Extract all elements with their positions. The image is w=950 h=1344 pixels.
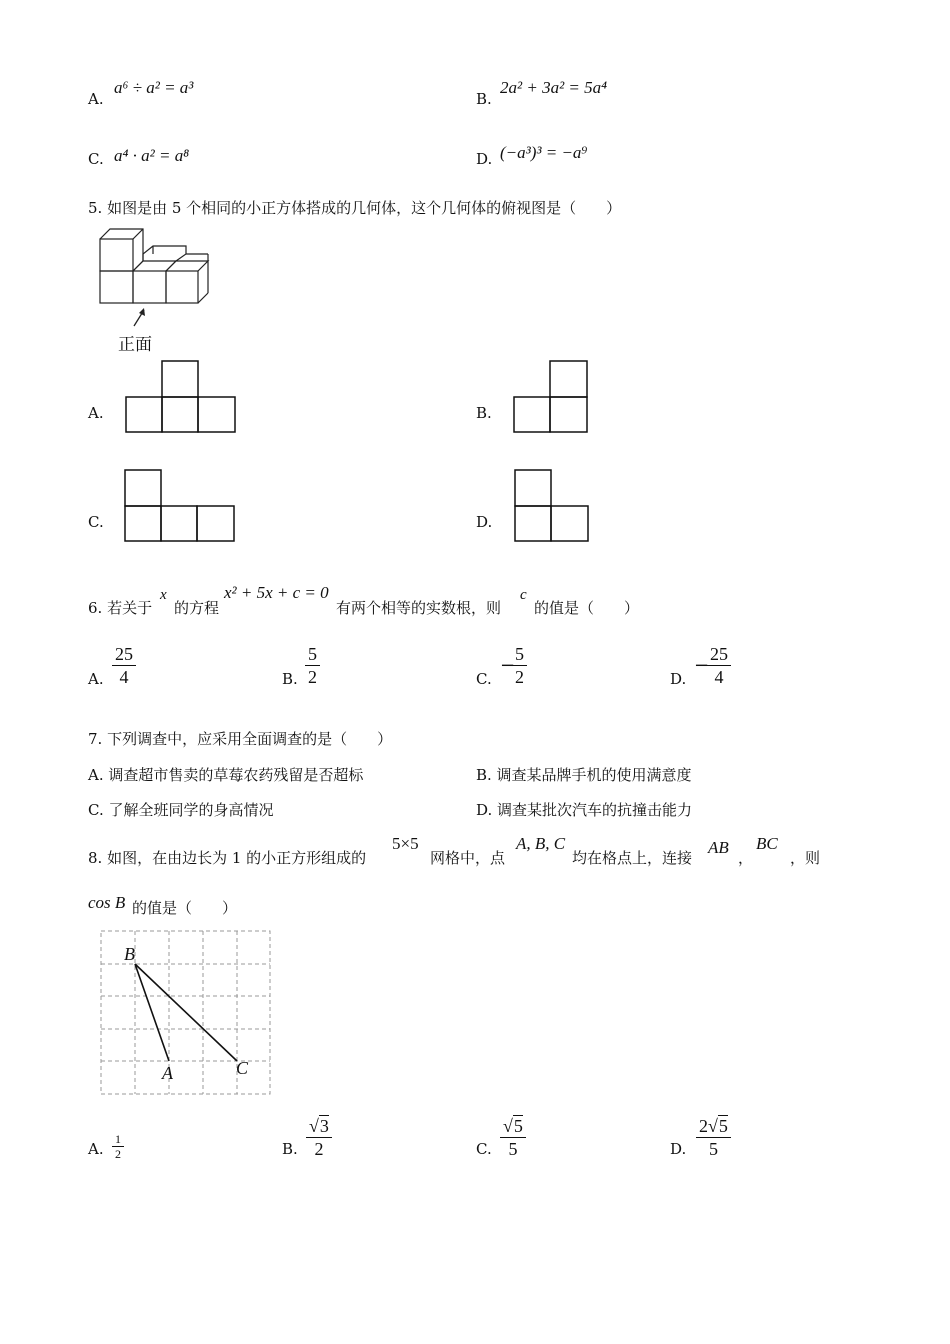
q8-stem-prefix: 8. 如图，在由边长为 1 的小正方形组成的 (88, 849, 367, 867)
q6-option-c-fraction (512, 643, 527, 688)
q8-grid-size: 5×5 (392, 834, 419, 853)
q6-var-x: x (160, 587, 167, 603)
q8-comma: ， (738, 849, 754, 867)
q8-cos-b: cos B (88, 893, 126, 912)
q4-option-a-expr: a⁶ ÷ a² = a³ (114, 78, 194, 97)
q8-option-d-fraction (696, 1115, 731, 1160)
q4-option-a-label: A. (88, 90, 104, 108)
q6-stem-suffix1: 有两个相等的实数根，则 (336, 599, 502, 617)
q8-segment-ab: AB (708, 838, 729, 857)
q6-option-a-numerator: 25 (112, 643, 136, 666)
q6-option-d-numerator: 25 (707, 643, 731, 666)
q5-option-d-figure (514, 469, 590, 543)
q6-option-b-label: B. (282, 670, 298, 688)
q6-option-b-denominator: 2 (308, 667, 317, 687)
q8-option-c-label: C. (476, 1140, 492, 1158)
q7-stem: 7. 下列调查中，应采用全面调查的是（ ） (88, 730, 393, 748)
q8-point-a-label: A (162, 1063, 173, 1083)
q8-option-d-coefficient: 2 (699, 1116, 708, 1136)
q6-option-c-label: C. (476, 670, 492, 688)
q8-point-c-label: C (236, 1058, 249, 1078)
q7-option-a: A. 调查超市售卖的草莓农药残留是否超标 (88, 766, 364, 784)
q6-option-c-denominator: 2 (515, 667, 524, 687)
q6-option-d-sign: − (694, 655, 710, 676)
q6-option-b-numerator: 5 (305, 643, 320, 666)
q4-option-c-expr: a⁴ · a² = a⁸ (114, 146, 190, 165)
q8-stem-then: ，则 (790, 849, 821, 867)
q5-option-b-label: B. (476, 404, 492, 422)
q8-option-b-fraction (306, 1115, 332, 1160)
q5-front-arrow (130, 306, 150, 330)
q8-option-d-label: D. (670, 1140, 687, 1158)
q7-option-b: B. 调查某品牌手机的使用满意度 (476, 766, 692, 784)
q6-option-a-fraction (112, 643, 136, 688)
q8-option-d-radicand: 5 (718, 1116, 728, 1136)
q6-option-d-denominator: 4 (714, 667, 724, 687)
q4-option-b-label: B. (476, 90, 492, 108)
q6-stem-suffix2: 的值是（ ） (534, 599, 640, 617)
q8-point-b-label: B (124, 944, 135, 964)
q8-segment-bc-line (135, 964, 237, 1061)
q4-option-d-expr: (−a³)³ = −a⁹ (500, 143, 588, 162)
q8-option-b-denominator: 2 (314, 1139, 324, 1159)
q8-option-c-radicand: 5 (513, 1116, 523, 1136)
q7-option-d: D. 调查某批次汽车的抗撞击能力 (476, 801, 693, 819)
q8-option-a-fraction (112, 1132, 124, 1161)
sqrt-icon: √ (503, 1116, 513, 1136)
sqrt-icon: √ (708, 1116, 718, 1136)
q6-var-c: c (520, 587, 527, 603)
q6-equation: x² + 5x + c = 0 (224, 583, 329, 602)
q8-stem-mid2: 均在格点上，连接 (572, 849, 693, 867)
q4-option-c-label: C. (88, 150, 104, 168)
q8-points: A, B, C (516, 834, 566, 853)
q6-option-c-numerator: 5 (512, 643, 527, 666)
q5-option-a-figure (125, 360, 237, 434)
q8-segment-bc: BC (756, 834, 778, 853)
q6-option-d-fraction (707, 643, 731, 688)
q8-option-b-radicand: 3 (319, 1116, 329, 1136)
q7-option-c: C. 了解全班同学的身高情况 (88, 801, 274, 819)
q5-option-c-label: C. (88, 513, 104, 531)
q8-option-b-label: B. (282, 1140, 298, 1158)
q6-stem-prefix: 6. 若关于 (88, 599, 153, 617)
q8-option-c-denominator: 5 (508, 1139, 518, 1159)
q5-solid-figure (98, 226, 218, 306)
q5-front-label: 正面 (118, 335, 152, 355)
q5-option-a-label: A. (88, 404, 104, 422)
q5-option-b-figure (513, 360, 589, 434)
q4-option-b-expr: 2a² + 3a² = 5a⁴ (500, 78, 608, 97)
q8-option-a-denominator: 2 (115, 1147, 121, 1161)
q5-stem: 5. 如图是由 5 个相同的小正方体搭成的几何体，这个几何体的俯视图是（ ） (88, 199, 622, 217)
q6-option-c-sign: − (500, 655, 516, 676)
q8-stem-mid: 网格中，点 (430, 849, 506, 867)
q6-option-d-label: D. (670, 670, 687, 688)
q8-option-a-numerator: 1 (112, 1132, 124, 1147)
q8-segment-ab-line (135, 964, 169, 1061)
q8-stem-tail: 的值是（ ） (132, 899, 238, 917)
q4-option-d-label: D. (476, 150, 493, 168)
q8-option-a-label: A. (88, 1140, 104, 1158)
q6-stem-mid: 的方程 (174, 599, 220, 617)
sqrt-icon: √ (309, 1116, 319, 1136)
q5-option-d-label: D. (476, 513, 493, 531)
q6-option-a-label: A. (88, 670, 104, 688)
q8-option-d-denominator: 5 (708, 1139, 718, 1159)
q6-option-b-fraction (305, 643, 320, 688)
q5-option-c-figure (124, 469, 236, 543)
q8-option-c-fraction (500, 1115, 526, 1160)
q6-option-a-denominator: 4 (119, 667, 129, 687)
